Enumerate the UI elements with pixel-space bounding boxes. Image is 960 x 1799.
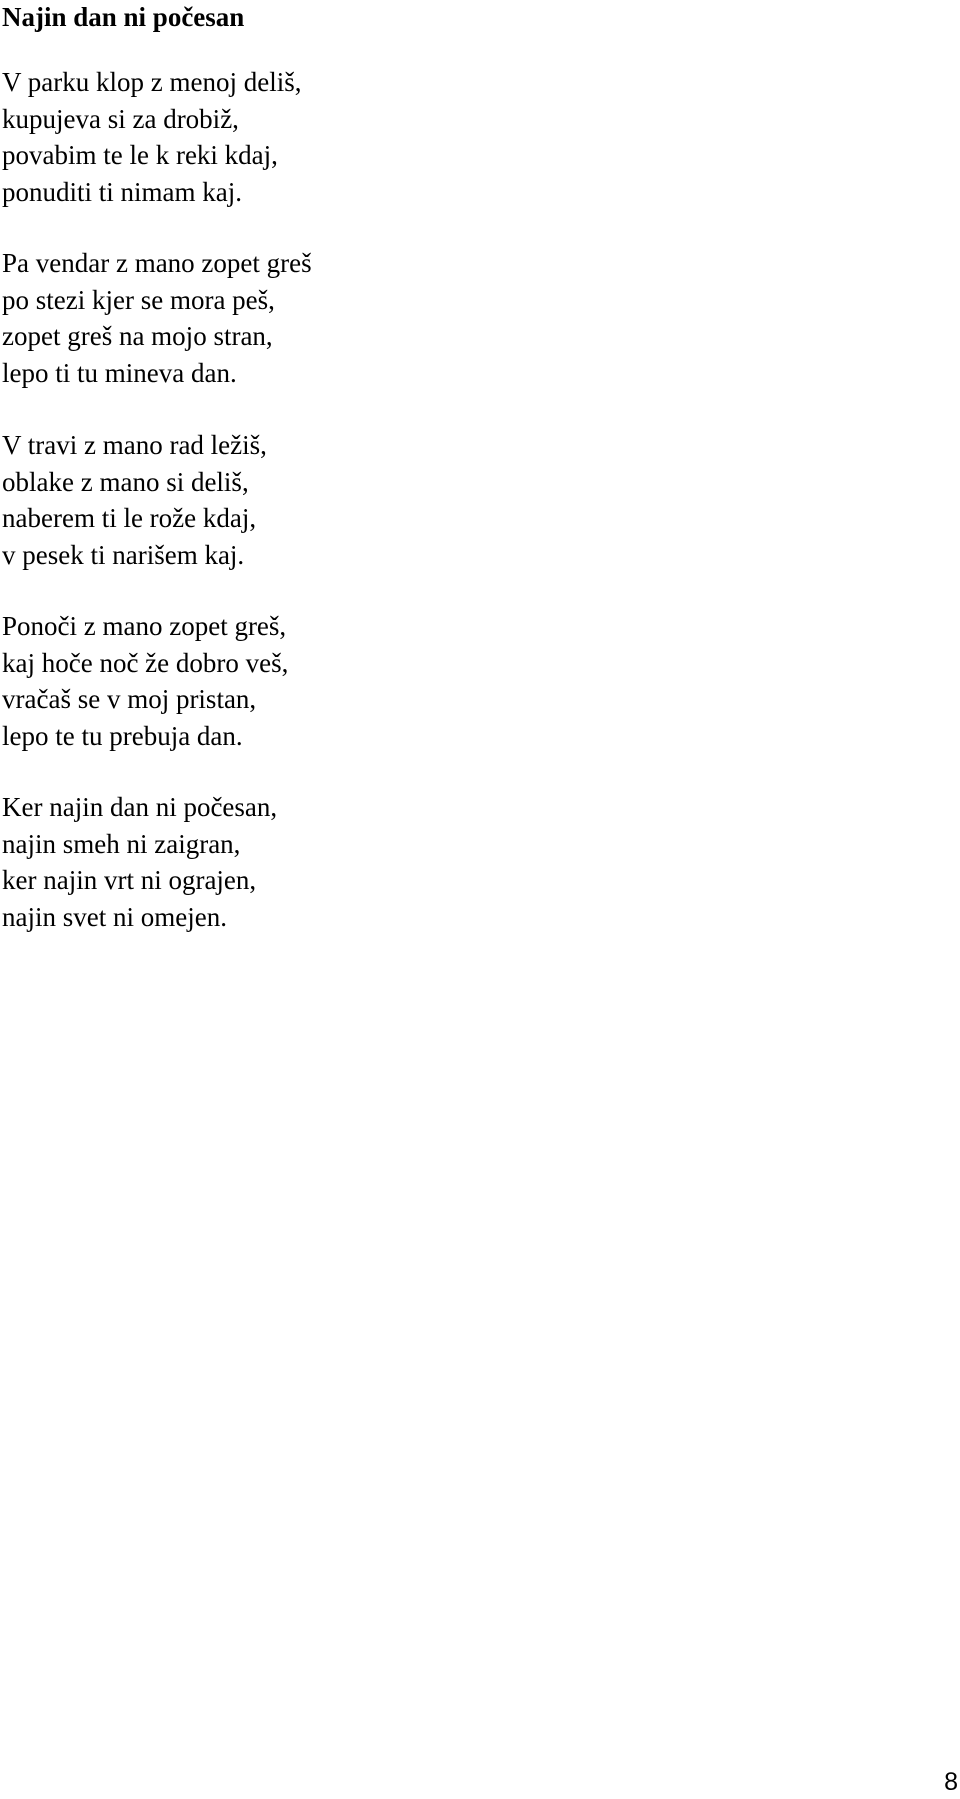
stanza-line: naberem ti le rože kdaj, — [2, 503, 257, 533]
page-number: 8 — [944, 1768, 958, 1796]
poem-title: Najin dan ni počesan — [2, 2, 245, 32]
stanza-3 — [2, 427, 267, 573]
stanza-line: ker najin vrt ni ograjen, — [2, 865, 257, 895]
stanza-2 — [2, 245, 312, 391]
stanza-line: lepo ti tu mineva dan. — [2, 357, 237, 388]
stanza-line: vračaš se v moj pristan, — [2, 684, 257, 714]
stanza-line: najin smeh ni zaigran, — [2, 828, 241, 859]
stanza-line: v pesek ti narišem kaj. — [2, 539, 245, 570]
stanza-line: V parku klop z menoj deliš, — [2, 67, 302, 97]
stanza-line: ponuditi ti nimam kaj. — [2, 176, 242, 207]
stanza-line: Ponoči z mano zopet greš, — [2, 611, 287, 641]
stanza-line: Pa vendar z mano zopet greš — [2, 248, 312, 278]
stanza-line: lepo te tu prebuja dan. — [2, 720, 243, 751]
stanza-line: povabim te le k reki kdaj, — [2, 140, 278, 170]
stanza-5 — [2, 789, 277, 935]
stanza-line: kaj hoče noč že dobro veš, — [2, 647, 289, 678]
stanza-line: Ker najin dan ni počesan, — [2, 792, 278, 822]
stanza-line: najin svet ni omejen. — [2, 901, 227, 932]
stanza-line: zopet greš na mojo stran, — [2, 321, 273, 351]
stanza-line: oblake z mano si deliš, — [2, 466, 249, 497]
stanza-1 — [2, 64, 301, 210]
stanza-4 — [2, 608, 288, 754]
stanza-line: kupujeva si za drobiž, — [2, 103, 239, 134]
stanza-line: V travi z mano rad ležiš, — [2, 430, 267, 460]
stanza-line: po stezi kjer se mora peš, — [2, 284, 275, 315]
